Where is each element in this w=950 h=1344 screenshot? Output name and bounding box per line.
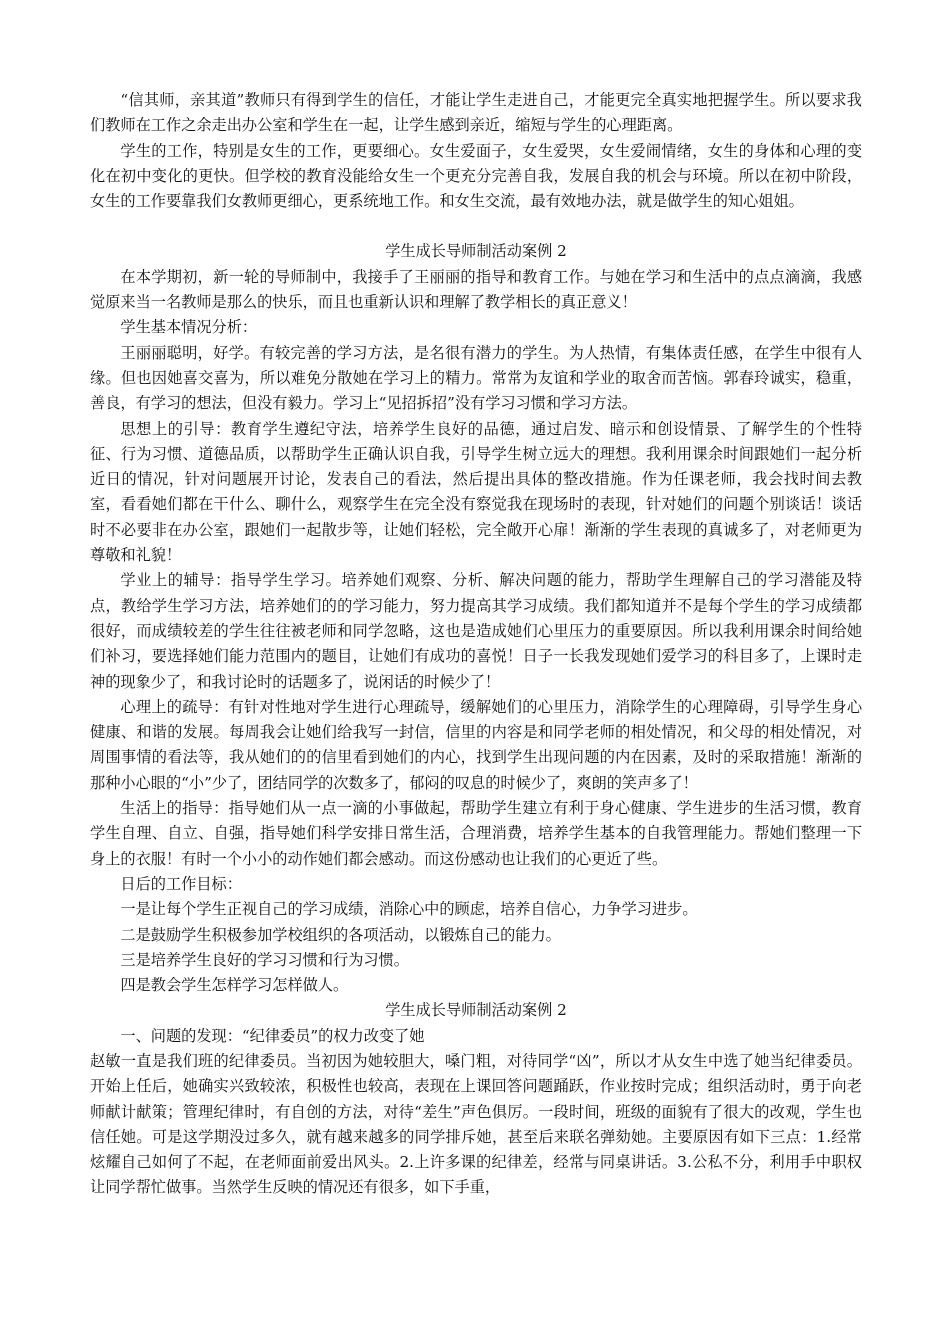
paragraph-female-students: 学生的工作，特别是女生的工作，更要细心。女生爱面子，女生爱哭，女生爱闹情绪，女生的身体和心理的变化在初中变化的更快。但学校的教育没能给女生一个更充分完善自我，发展自我的机会与环境。所以在初中阶段，女生的工作要靠我们女教师更细心，更系统地工作。和女生交流，最有效地办法，就是做学生的知心姐姐。	[90, 141, 862, 211]
goal-item-4: 四是教会学生怎样学习怎样做人。	[120, 976, 349, 995]
paragraph-life-guidance: 生活上的指导：指导她们从一点一滴的小事做起，帮助学生建立有利于身心健康、学生进步的生活习惯，教育学生自理、自立、自强，指导她们科学安排日常生活，合理消费，培养学生基本的自我管理能力。帮她们整理一下身上的衣服！有时一个小小的动作她们都会感动。而这份感动也让我们的心更近了些。	[90, 799, 862, 868]
case-title-2: 学生成长导师制活动案例 2	[385, 1001, 567, 1020]
case-title-1: 学生成长导师制活动案例 2	[385, 242, 567, 261]
document-page	[90, 88, 862, 1201]
goals-heading: 日后的工作目标：	[120, 874, 242, 893]
problem-subheading: 一、问题的发现：“纪律委员”的权力改变了她	[120, 1026, 425, 1045]
paragraph-psychological-guidance: 心理上的疏导：有针对性地对学生进行心理疏导，缓解她们的心里压力，消除学生的心理障碍，引导学生身心健康、和谐的发展。每周我会让她们给我写一封信，信里的内容是和同学老师的相处情况，和父母的相处情况，对周围事情的看法等，我从她们的的信里看到她们的内心，找到学生出现问题的内在因素，及时的采取措施！渐渐的那种小心眼的“小”少了，团结同学的次数多了，郁闷的叹息的时候少了，爽朗的笑声多了！	[90, 697, 862, 792]
paragraph-ideological-guidance: 思想上的引导：教育学生遵纪守法，培养学生良好的品德，通过启发、暗示和创设情景、了解学生的个性特征、行为习惯、道德品质，以帮助学生正确认识自我，引导学生树立远大的理想。我利用课余时间跟她们一起分析近日的情况，针对问题展开讨论，发表自己的看法，然后提出具体的整改措施。作为任课老师，我会找时间去教室，看看她们都在干什么、聊什么，观察学生在完全没有察觉我在现场时的表现，针对她们的问题个别谈话！谈话时不必要非在办公室，跟她们一起散步等，让她们轻松，完全敞开心扉！渐渐的学生表现的真诚多了，对老师更为尊敬和礼貌！	[90, 419, 862, 565]
section-gap	[90, 214, 862, 239]
paragraph-analysis: 王丽丽聪明，好学。有较完善的学习方法，是名很有潜力的学生。为人热情，有集体责任感，在学生中很有人缘。但也因她喜交喜为，所以难免分散她在学习上的精力。常常为友谊和学业的取舍而苦恼。郭春玲诚实，稳重，善良，有学习的想法，但没有毅力。学习上“见招拆招”没有学习习惯和学习方法。	[90, 343, 862, 413]
goal-item-3: 三是培养学生良好的学习习惯和行为习惯。	[120, 950, 409, 969]
paragraph-academic-guidance: 学业上的辅导：指导学生学习。培养她们观察、分析、解决问题的能力，帮助学生理解自己的学习潜能及特点，教给学生学习方法，培养她们的的学习能力，努力提高其学习成绩。我们都知道并不是每个学生的学习成绩都很好，而成绩较差的学生往往被老师和同学忽略，这也是造成她们心里压力的重要原因。所以我利用课余时间给她们补习，要选择她们能力范围内的题目，让她们有成功的喜悦！日子一长我发现她们爱学习的科目多了，上课时走神的现象少了，和我讨论时的话题多了，说闲话的时候少了！	[90, 571, 862, 691]
paragraph-trust: “信其师，亲其道”教师只有得到学生的信任，才能让学生走进自己，才能更完全真实地把握学生。所以要求我们教师在工作之余走出办公室和学生在一起，让学生感到亲近，缩短与学生的心理距离。	[90, 91, 862, 135]
paragraph-zhao-min: 赵敏一直是我们班的纪律委员。当初因为她较胆大，嗓门粗，对待同学“凶”，所以才从女生中选了她当纪律委员。开始上任后，她确实兴致较浓，积极性也较高，表现在上课回答问题踊跃，作业按时完成；组织活动时，勇于向老师献计献策；管理纪律时，有自创的方法，对待“差生”声色俱厉。一段时间，班级的面貌有了很大的改观，学生也信任她。可是这学期没过多久，就有越来越多的同学排斥她，甚至后来联名弹劾她。主要原因有如下三点：1.经常炫耀自己如何了不起，在老师面前爱出风头。2.上许多课的纪律差，经常与同桌讲话。3.公私不分，利用手中职权让同学帮忙做事。当然学生反映的情况还有很多，如下手重，	[90, 1051, 862, 1197]
goal-item-1: 一是让每个学生正视自己的学习成绩，消除心中的顾虑，培养自信心，力争学习进步。	[120, 900, 698, 919]
analysis-heading: 学生基本情况分析：	[120, 318, 258, 337]
goal-item-2: 二是鼓励学生积极参加学校组织的各项活动，以锻炼自己的能力。	[120, 925, 561, 944]
paragraph-intro: 在本学期初，新一轮的导师制中，我接手了王丽丽的指导和教育工作。与她在学习和生活中的点点滴滴，我感觉原来当一名教师是那么的快乐，而且也重新认识和理解了教学相长的真正意义！	[90, 267, 862, 312]
